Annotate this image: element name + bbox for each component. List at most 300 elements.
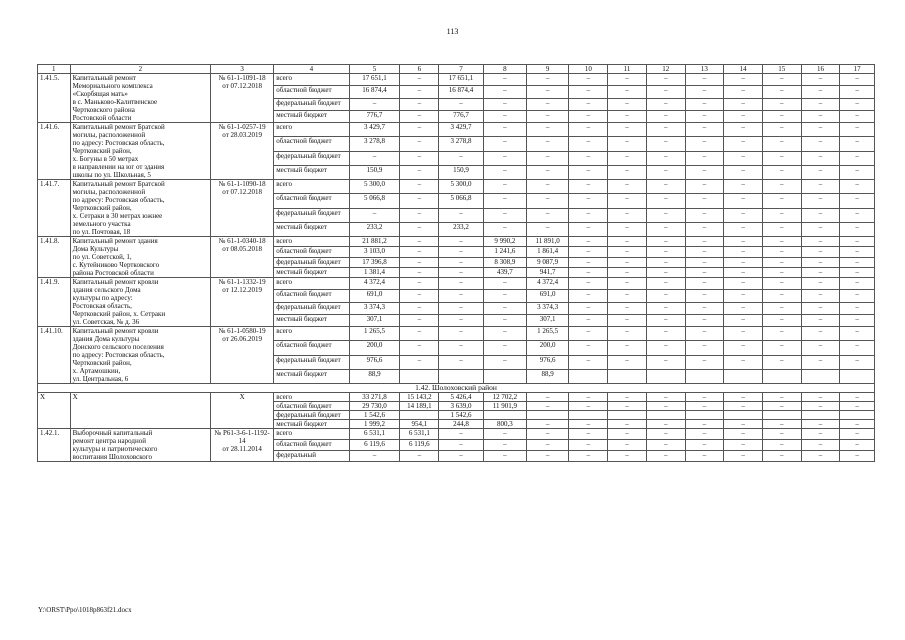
column-number: 15 — [762, 65, 801, 74]
value-cell: – — [439, 451, 484, 462]
value-cell: – — [724, 222, 763, 236]
column-number: 6 — [400, 65, 439, 74]
funding-source: федеральный бюджет — [274, 355, 349, 369]
value-cell: – — [646, 302, 685, 314]
value-cell: – — [569, 420, 608, 429]
value-cell: – — [483, 194, 526, 208]
value-cell: – — [762, 267, 801, 277]
value-cell: 1 265,5 — [526, 327, 569, 341]
value-cell: – — [483, 222, 526, 236]
value-cell: 14 189,1 — [400, 402, 439, 411]
value-cell: – — [724, 165, 763, 179]
value-cell: – — [840, 429, 875, 440]
column-number: 3 — [211, 65, 274, 74]
value-cell: – — [569, 393, 608, 402]
item-name: Капитальный ремонт кровли здания Дома культуры Донского сельского поселения по адресу: Ростовская область, Чертковский район, х. Артамошкин, ул. Центральная, 6 — [70, 327, 211, 384]
value-cell: – — [801, 402, 840, 411]
value-cell: – — [840, 180, 875, 194]
value-cell: – — [608, 267, 647, 277]
value-cell — [762, 369, 801, 383]
value-cell: – — [646, 247, 685, 257]
funding-source: всего — [274, 74, 349, 86]
item-number: 1.41.6. — [38, 123, 71, 180]
value-cell: – — [569, 267, 608, 277]
funding-source: федеральный бюджет — [274, 151, 349, 165]
value-cell: – — [801, 180, 840, 194]
value-cell: – — [400, 74, 439, 86]
value-cell: – — [762, 440, 801, 451]
value-cell: – — [608, 440, 647, 451]
value-cell: – — [608, 341, 647, 355]
value-cell: – — [439, 440, 484, 451]
value-cell: 29 730,0 — [349, 402, 400, 411]
value-cell: – — [724, 451, 763, 462]
value-cell: – — [439, 237, 484, 247]
value-cell: – — [762, 290, 801, 302]
value-cell: – — [685, 165, 724, 179]
value-cell: – — [569, 257, 608, 267]
value-cell: 21 881,2 — [349, 237, 400, 247]
value-cell: – — [724, 278, 763, 290]
value-cell: – — [685, 151, 724, 165]
value-cell: 6 119,6 — [349, 440, 400, 451]
value-cell: 11 891,0 — [526, 237, 569, 247]
value-cell — [608, 411, 647, 420]
value-cell: – — [840, 123, 875, 137]
value-cell: – — [840, 222, 875, 236]
item-name: Капитальный ремонт Братской могилы, расположенной по адресу: Ростовская область, Чертковский район, х. Богуны в 50 метрах в направлении на юг от здания школы по ул. Школьная, 5 — [70, 123, 211, 180]
column-number: 8 — [483, 65, 526, 74]
value-cell: – — [439, 314, 484, 326]
budget-table — [37, 64, 875, 462]
value-cell: 200,0 — [349, 341, 400, 355]
value-cell: – — [801, 86, 840, 98]
value-cell: – — [646, 420, 685, 429]
value-cell: – — [483, 314, 526, 326]
value-cell: – — [762, 222, 801, 236]
value-cell: 3 278,8 — [439, 137, 484, 151]
value-cell: 16 874,4 — [349, 86, 400, 98]
value-cell: – — [400, 237, 439, 247]
item-name: Капитальный ремонт Братской могилы, расположенной по адресу: Ростовская область, Чертковский район, х. Сетраки в 30 метрах южнее земельного участка по ул. Почтовая, 18 — [70, 180, 211, 237]
funding-source: местный бюджет — [274, 369, 349, 383]
value-cell: – — [608, 314, 647, 326]
value-cell: – — [608, 194, 647, 208]
item-number: 1.42.1. — [38, 429, 71, 462]
value-cell: 17 651,1 — [349, 74, 400, 86]
value-cell: – — [840, 86, 875, 98]
value-cell: – — [439, 151, 484, 165]
value-cell: – — [400, 222, 439, 236]
table-row — [38, 429, 875, 440]
value-cell: – — [762, 151, 801, 165]
value-cell: – — [569, 237, 608, 247]
value-cell: – — [762, 123, 801, 137]
value-cell: – — [400, 314, 439, 326]
value-cell: – — [608, 98, 647, 110]
value-cell: – — [840, 137, 875, 151]
value-cell: – — [646, 257, 685, 267]
value-cell: – — [801, 222, 840, 236]
value-cell: – — [685, 86, 724, 98]
value-cell — [646, 369, 685, 383]
value-cell: – — [762, 327, 801, 341]
column-number: 4 — [274, 65, 349, 74]
value-cell: – — [400, 137, 439, 151]
value-cell: – — [439, 257, 484, 267]
value-cell: – — [724, 355, 763, 369]
value-cell: – — [801, 98, 840, 110]
value-cell: – — [439, 327, 484, 341]
value-cell: – — [685, 267, 724, 277]
value-cell: – — [724, 290, 763, 302]
value-cell: – — [569, 327, 608, 341]
value-cell: – — [526, 402, 569, 411]
item-document: № Р61-3-6-1-1192- 14 от 28.11.2014 — [211, 429, 274, 462]
value-cell: 954,1 — [400, 420, 439, 429]
value-cell: – — [646, 123, 685, 137]
table-row — [38, 327, 875, 341]
value-cell: – — [685, 402, 724, 411]
value-cell: – — [526, 98, 569, 110]
item-document: № 61-1-1090-18 от 07.12.2018 — [211, 180, 274, 237]
section-title: 1.42. Шолоховский район — [38, 384, 875, 393]
value-cell: – — [762, 355, 801, 369]
value-cell — [840, 411, 875, 420]
value-cell: – — [646, 314, 685, 326]
value-cell: 5 426,4 — [439, 393, 484, 402]
value-cell: – — [608, 208, 647, 222]
value-cell: 3 429,7 — [439, 123, 484, 137]
funding-source: всего — [274, 123, 349, 137]
value-cell: – — [646, 290, 685, 302]
value-cell: 150,9 — [439, 165, 484, 179]
value-cell: – — [483, 355, 526, 369]
value-cell: – — [840, 393, 875, 402]
value-cell: – — [685, 290, 724, 302]
value-cell: – — [646, 137, 685, 151]
column-number: 17 — [840, 65, 875, 74]
value-cell: – — [646, 86, 685, 98]
value-cell: – — [483, 180, 526, 194]
value-cell: – — [526, 180, 569, 194]
value-cell: – — [724, 180, 763, 194]
value-cell: – — [724, 237, 763, 247]
value-cell: – — [569, 180, 608, 194]
value-cell: – — [762, 257, 801, 267]
value-cell: – — [801, 440, 840, 451]
value-cell: – — [646, 451, 685, 462]
item-name: Выборочный капитальный ремонт центра народной культуры и патриотического воспитания Шолоховского — [70, 429, 211, 462]
item-number: 1.41.5. — [38, 74, 71, 123]
funding-source: областной бюджет — [274, 86, 349, 98]
value-cell: – — [646, 165, 685, 179]
value-cell — [646, 411, 685, 420]
value-cell — [724, 369, 763, 383]
funding-source: местный бюджет — [274, 165, 349, 179]
value-cell: – — [608, 420, 647, 429]
value-cell: 1 861,4 — [526, 247, 569, 257]
value-cell: 233,2 — [439, 222, 484, 236]
value-cell: – — [400, 327, 439, 341]
value-cell: – — [646, 402, 685, 411]
value-cell: – — [801, 341, 840, 355]
value-cell: – — [801, 194, 840, 208]
column-number: 7 — [439, 65, 484, 74]
value-cell: – — [646, 393, 685, 402]
value-cell: – — [349, 451, 400, 462]
value-cell: – — [801, 278, 840, 290]
value-cell: – — [762, 110, 801, 122]
value-cell: – — [840, 267, 875, 277]
value-cell: 16 874,4 — [439, 86, 484, 98]
value-cell: – — [685, 257, 724, 267]
value-cell: – — [840, 278, 875, 290]
value-cell: 776,7 — [439, 110, 484, 122]
value-cell: – — [608, 137, 647, 151]
value-cell: – — [685, 341, 724, 355]
funding-source: всего — [274, 180, 349, 194]
value-cell: – — [608, 123, 647, 137]
funding-source: федеральный бюджет — [274, 411, 349, 420]
value-cell: – — [685, 440, 724, 451]
value-cell: – — [569, 341, 608, 355]
funding-source: федеральный бюджет — [274, 208, 349, 222]
funding-source: всего — [274, 429, 349, 440]
value-cell: – — [400, 267, 439, 277]
value-cell: – — [439, 267, 484, 277]
value-cell: – — [801, 393, 840, 402]
value-cell: – — [724, 402, 763, 411]
value-cell: – — [569, 429, 608, 440]
value-cell: – — [439, 429, 484, 440]
funding-source: областной бюджет — [274, 194, 349, 208]
funding-source: местный бюджет — [274, 267, 349, 277]
value-cell: – — [762, 165, 801, 179]
value-cell: 800,3 — [483, 420, 526, 429]
value-cell: 3 639,0 — [439, 402, 484, 411]
value-cell: 691,0 — [349, 290, 400, 302]
value-cell: – — [483, 290, 526, 302]
column-number: 1 — [38, 65, 71, 74]
value-cell — [483, 411, 526, 420]
funding-source: федеральный бюджет — [274, 302, 349, 314]
value-cell: – — [840, 402, 875, 411]
value-cell: – — [685, 429, 724, 440]
value-cell: – — [569, 440, 608, 451]
value-cell — [801, 411, 840, 420]
value-cell: – — [569, 74, 608, 86]
value-cell: – — [762, 98, 801, 110]
value-cell: – — [840, 341, 875, 355]
funding-source: федеральный бюджет — [274, 98, 349, 110]
value-cell — [840, 369, 875, 383]
value-cell: – — [685, 278, 724, 290]
value-cell: – — [569, 208, 608, 222]
value-cell: – — [762, 208, 801, 222]
value-cell: – — [608, 257, 647, 267]
value-cell: 4 372,4 — [349, 278, 400, 290]
value-cell: – — [724, 86, 763, 98]
value-cell: – — [439, 290, 484, 302]
value-cell: 3 374,3 — [526, 302, 569, 314]
column-number: 9 — [526, 65, 569, 74]
value-cell: – — [400, 355, 439, 369]
value-cell: – — [762, 137, 801, 151]
value-cell — [439, 369, 484, 383]
value-cell: – — [526, 123, 569, 137]
value-cell: – — [439, 278, 484, 290]
value-cell: – — [569, 278, 608, 290]
value-cell: – — [685, 137, 724, 151]
value-cell: – — [724, 208, 763, 222]
value-cell: – — [762, 429, 801, 440]
value-cell: 88,9 — [526, 369, 569, 383]
value-cell: – — [762, 180, 801, 194]
value-cell: – — [608, 355, 647, 369]
value-cell: – — [762, 451, 801, 462]
value-cell: – — [608, 429, 647, 440]
funding-source: областной бюджет — [274, 247, 349, 257]
value-cell: 150,9 — [349, 165, 400, 179]
value-cell: – — [840, 257, 875, 267]
item-number: 1.41.10. — [38, 327, 71, 384]
value-cell: 244,8 — [439, 420, 484, 429]
value-cell: – — [801, 237, 840, 247]
value-cell — [400, 411, 439, 420]
value-cell: – — [685, 393, 724, 402]
value-cell: – — [724, 194, 763, 208]
funding-source: федеральный бюджет — [274, 257, 349, 267]
value-cell: 6 119,6 — [400, 440, 439, 451]
value-cell: – — [526, 440, 569, 451]
value-cell: – — [724, 247, 763, 257]
value-cell: – — [483, 451, 526, 462]
funding-source: областной бюджет — [274, 290, 349, 302]
value-cell: – — [801, 208, 840, 222]
value-cell: – — [569, 302, 608, 314]
item-number: 1.41.9. — [38, 278, 71, 327]
value-cell: – — [608, 165, 647, 179]
table-row — [38, 237, 875, 247]
value-cell — [526, 411, 569, 420]
value-cell: – — [762, 393, 801, 402]
value-cell: – — [840, 208, 875, 222]
value-cell: – — [801, 420, 840, 429]
value-cell: – — [762, 247, 801, 257]
value-cell: – — [646, 429, 685, 440]
value-cell: – — [762, 302, 801, 314]
value-cell: – — [801, 327, 840, 341]
value-cell: – — [724, 429, 763, 440]
value-cell: – — [349, 98, 400, 110]
value-cell: – — [646, 110, 685, 122]
column-number: 11 — [608, 65, 647, 74]
value-cell: – — [526, 208, 569, 222]
value-cell: – — [840, 237, 875, 247]
value-cell: – — [801, 429, 840, 440]
item-name: Капитальный ремонт здания Дома Культуры по ул. Советской, 1, с. Кутейниково Чертковского района Ростовской области — [70, 237, 211, 278]
value-cell: – — [801, 165, 840, 179]
value-cell: – — [608, 393, 647, 402]
value-cell: – — [685, 110, 724, 122]
value-cell: 12 702,2 — [483, 393, 526, 402]
value-cell: 233,2 — [349, 222, 400, 236]
funding-source: местный бюджет — [274, 110, 349, 122]
funding-source: всего — [274, 237, 349, 247]
value-cell: – — [840, 314, 875, 326]
value-cell: – — [483, 302, 526, 314]
value-cell: 11 901,9 — [483, 402, 526, 411]
value-cell: – — [569, 222, 608, 236]
item-number: Х — [38, 393, 71, 429]
value-cell: – — [724, 440, 763, 451]
value-cell: – — [762, 420, 801, 429]
value-cell: – — [439, 208, 484, 222]
value-cell: – — [840, 302, 875, 314]
value-cell: – — [724, 267, 763, 277]
value-cell: – — [569, 123, 608, 137]
value-cell: – — [400, 98, 439, 110]
value-cell: – — [801, 257, 840, 267]
value-cell: – — [646, 267, 685, 277]
value-cell: – — [840, 110, 875, 122]
value-cell: – — [569, 402, 608, 411]
value-cell: – — [646, 74, 685, 86]
value-cell: – — [569, 110, 608, 122]
value-cell: – — [526, 420, 569, 429]
value-cell: – — [840, 440, 875, 451]
value-cell: – — [608, 74, 647, 86]
funding-source: областной бюджет — [274, 440, 349, 451]
value-cell: – — [762, 237, 801, 247]
value-cell: – — [685, 222, 724, 236]
value-cell: – — [801, 355, 840, 369]
value-cell: 4 372,4 — [526, 278, 569, 290]
value-cell: – — [483, 327, 526, 341]
value-cell: – — [801, 123, 840, 137]
value-cell: – — [483, 341, 526, 355]
item-document: № 61-1-1332-19 от 12.12.2019 — [211, 278, 274, 327]
value-cell: 439,7 — [483, 267, 526, 277]
value-cell — [483, 369, 526, 383]
value-cell: – — [685, 180, 724, 194]
value-cell: – — [685, 302, 724, 314]
item-document: Х — [211, 393, 274, 429]
value-cell: – — [646, 180, 685, 194]
value-cell: – — [400, 341, 439, 355]
value-cell: 5 066,8 — [349, 194, 400, 208]
item-number: 1.41.8. — [38, 237, 71, 278]
value-cell: – — [724, 98, 763, 110]
value-cell: 1 542,6 — [439, 411, 484, 420]
value-cell: 9 087,9 — [526, 257, 569, 267]
value-cell: – — [762, 278, 801, 290]
value-cell: – — [646, 440, 685, 451]
column-number: 5 — [349, 65, 400, 74]
value-cell: – — [400, 208, 439, 222]
value-cell: 3 374,3 — [349, 302, 400, 314]
value-cell: – — [840, 355, 875, 369]
item-document: № 61-1-0340-18 от 08.05.2018 — [211, 237, 274, 278]
column-number-row — [38, 65, 875, 74]
value-cell: – — [483, 440, 526, 451]
value-cell: – — [526, 451, 569, 462]
value-cell: – — [840, 194, 875, 208]
value-cell: – — [439, 302, 484, 314]
value-cell: – — [608, 402, 647, 411]
table-row — [38, 180, 875, 194]
